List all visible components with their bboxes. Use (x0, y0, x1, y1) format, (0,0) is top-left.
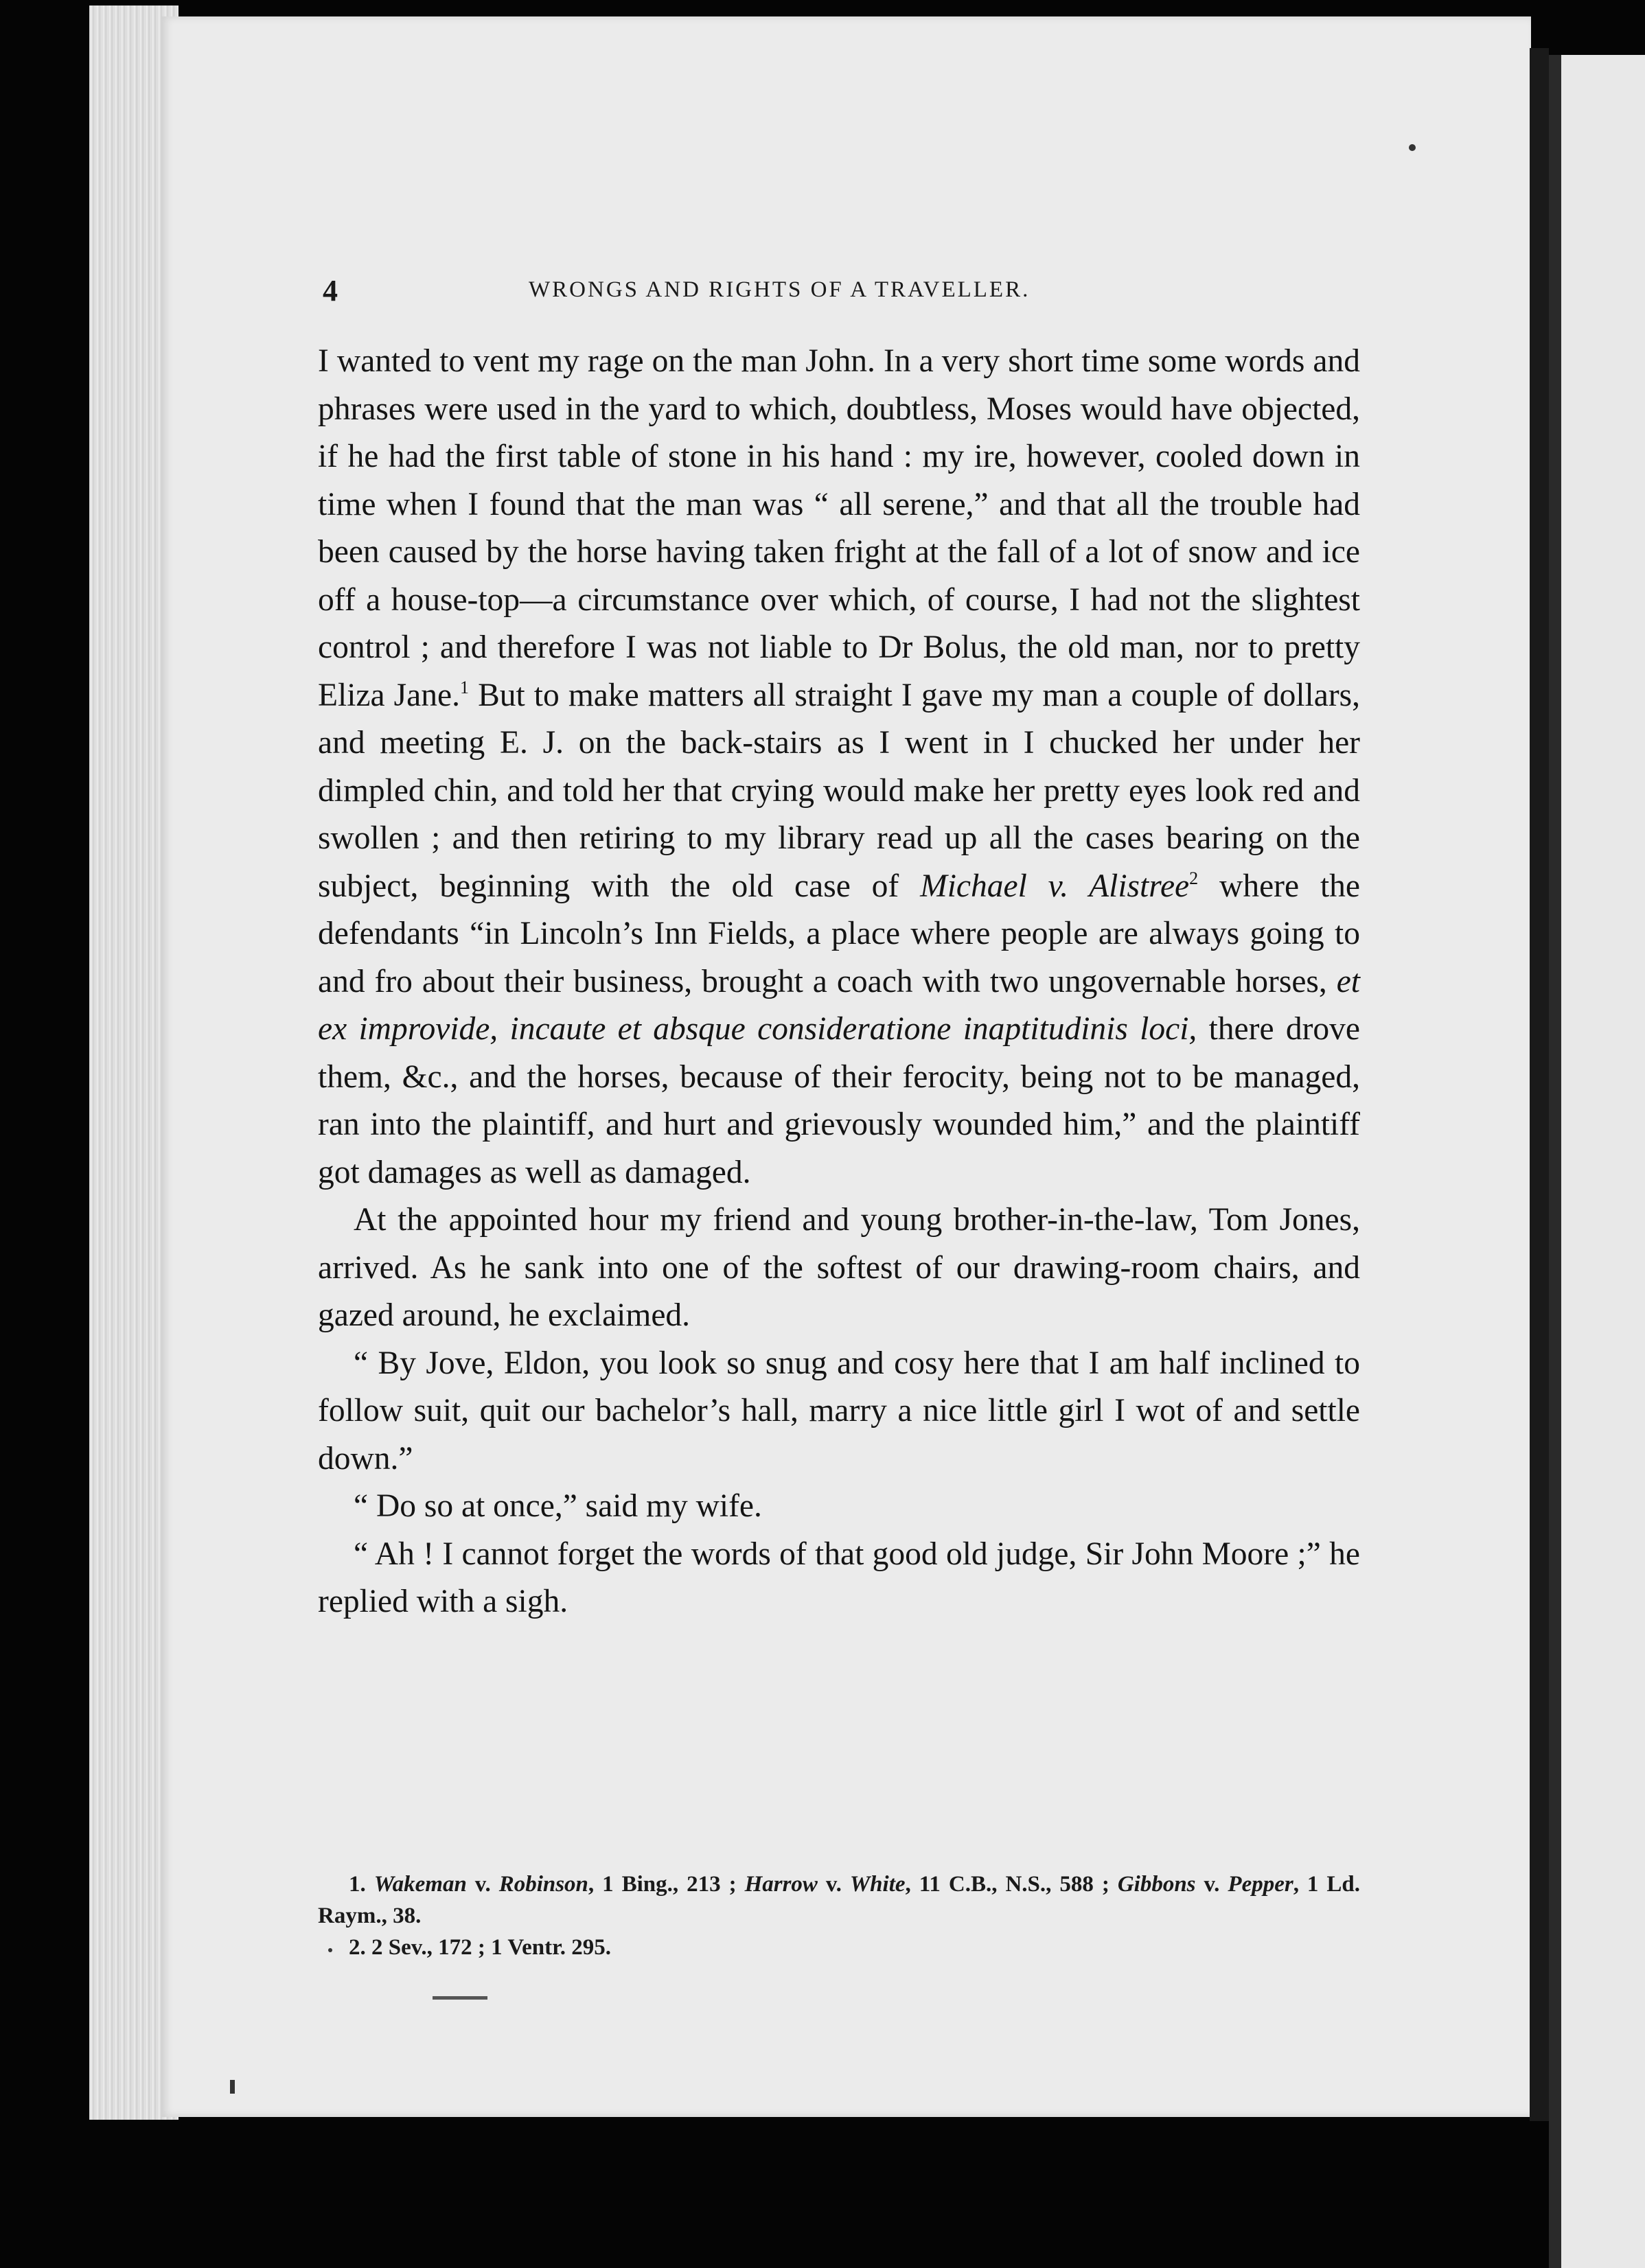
footnote-2 (318, 1932, 1360, 1963)
paragraph-5: “ Ah ! I cannot forget the words of that good old judge, Sir John Moore ;” he replied with a sigh. (318, 1536, 1360, 1619)
footnote-1-v-2: v. (817, 1872, 850, 1897)
paragraph-3: “ By Jove, Eldon, you look so snug and cosy here that I am half inclined to follow suit, quit our bachelor’s hall, marry a nice little girl I wot of and settle down.” (318, 1345, 1360, 1477)
adjacent-page-edge (1549, 55, 1645, 2268)
footnote-ref-1: 1 (459, 677, 469, 697)
paragraph-1-part-a: I wanted to vent my rage on the man John. In a very short time some words and phrases were used in the yard to which, doubtless, Moses would have objected, if he had the first table of stone in his hand : my ire, however, cooled down in time when I found that the man was “ all serene,” and that all the trouble had been caused by the horse having taken fright at the fall of a lot of snow and ice off a house-top—a circumstance over which, of course, I had not the slightest control ; and therefore I was not liable to Dr Bolus, the old man, nor to pretty Eliza Jane. (318, 343, 1360, 713)
footnote-1-number: 1. (349, 1872, 366, 1897)
paragraph-4: “ Do so at once,” said my wife. (354, 1488, 762, 1524)
footnote-1-cite-1: , 1 Bing., 213 ; (588, 1872, 745, 1897)
paragraph-2: At the appointed hour my friend and young brother-in-the-law, Tom Jones, arrived. As he sank into one of the softest of our drawing-room chairs, and gazed around, he exclaimed. (318, 1202, 1360, 1333)
latin-phrase: et ex improvide, incaute et absque consideratione inaptitudinis loci, (318, 963, 1360, 1047)
footnote-1-cite-3: , 1 Ld. Raym., 38. (318, 1872, 1361, 1928)
case-name: Michael v. Alistree (920, 868, 1190, 904)
footnote-ref-2: 2 (1189, 868, 1199, 888)
page-gutter-shadow (1530, 48, 1549, 2121)
footnote-1-v-3: v. (1195, 1872, 1228, 1897)
page-header (323, 273, 1373, 308)
paragraph-1 (318, 338, 1360, 1196)
scan-speck (433, 1996, 487, 2000)
body-text (318, 338, 1360, 1626)
footnote-1 (318, 1868, 1360, 1932)
paragraph-1-part-c: where the defendants “in Lincoln’s Inn Fields, a place where people are always going to and fro about their business, brought a coach with two ungovernable horses, (318, 868, 1360, 999)
page-number: 4 (323, 274, 338, 308)
paragraph-1-part-b: But to make matters all straight I gave my man a couple of dollars, and meeting E. J. on the back-stairs as I went in I chucked her under her dimpled chin, and told her that crying would make her pretty eyes look red and swollen ; and then retiring to my library read up all the cases bearing on the subject, beginning with the old case of (318, 677, 1360, 904)
footnote-1-case-5: Gibbons (1117, 1872, 1196, 1897)
scan-speck (328, 1948, 332, 1952)
scan-speck (1409, 144, 1416, 151)
footnote-1-case-4: White (849, 1872, 906, 1897)
footnote-2-number: 2. (349, 1935, 366, 1960)
footnote-1-v-1: v. (466, 1872, 499, 1897)
footnote-1-case-2: Robinson (498, 1872, 588, 1897)
footnote-2-text: 2 Sev., 172 ; 1 Ventr. 295. (365, 1935, 611, 1960)
footnote-1-case-6: Pepper (1228, 1872, 1293, 1897)
footnote-1-case-3: Harrow (744, 1872, 818, 1897)
footnote-1-cite-2: , 11 C.B., N.S., 588 ; (905, 1872, 1118, 1897)
running-title: WRONGS AND RIGHTS OF A TRAVELLER. (529, 277, 1031, 302)
paragraph-1-part-d: there drove them, &c., and the horses, because of their ferocity, being not to be managed, ran into the plaintiff, and hurt and grievously wounded him,” and the plaintiff got damages as well as damaged. (318, 1011, 1360, 1190)
footnotes (318, 1868, 1360, 1963)
footnote-1-case-1: Wakeman (373, 1872, 467, 1897)
scan-speck (230, 2080, 235, 2094)
